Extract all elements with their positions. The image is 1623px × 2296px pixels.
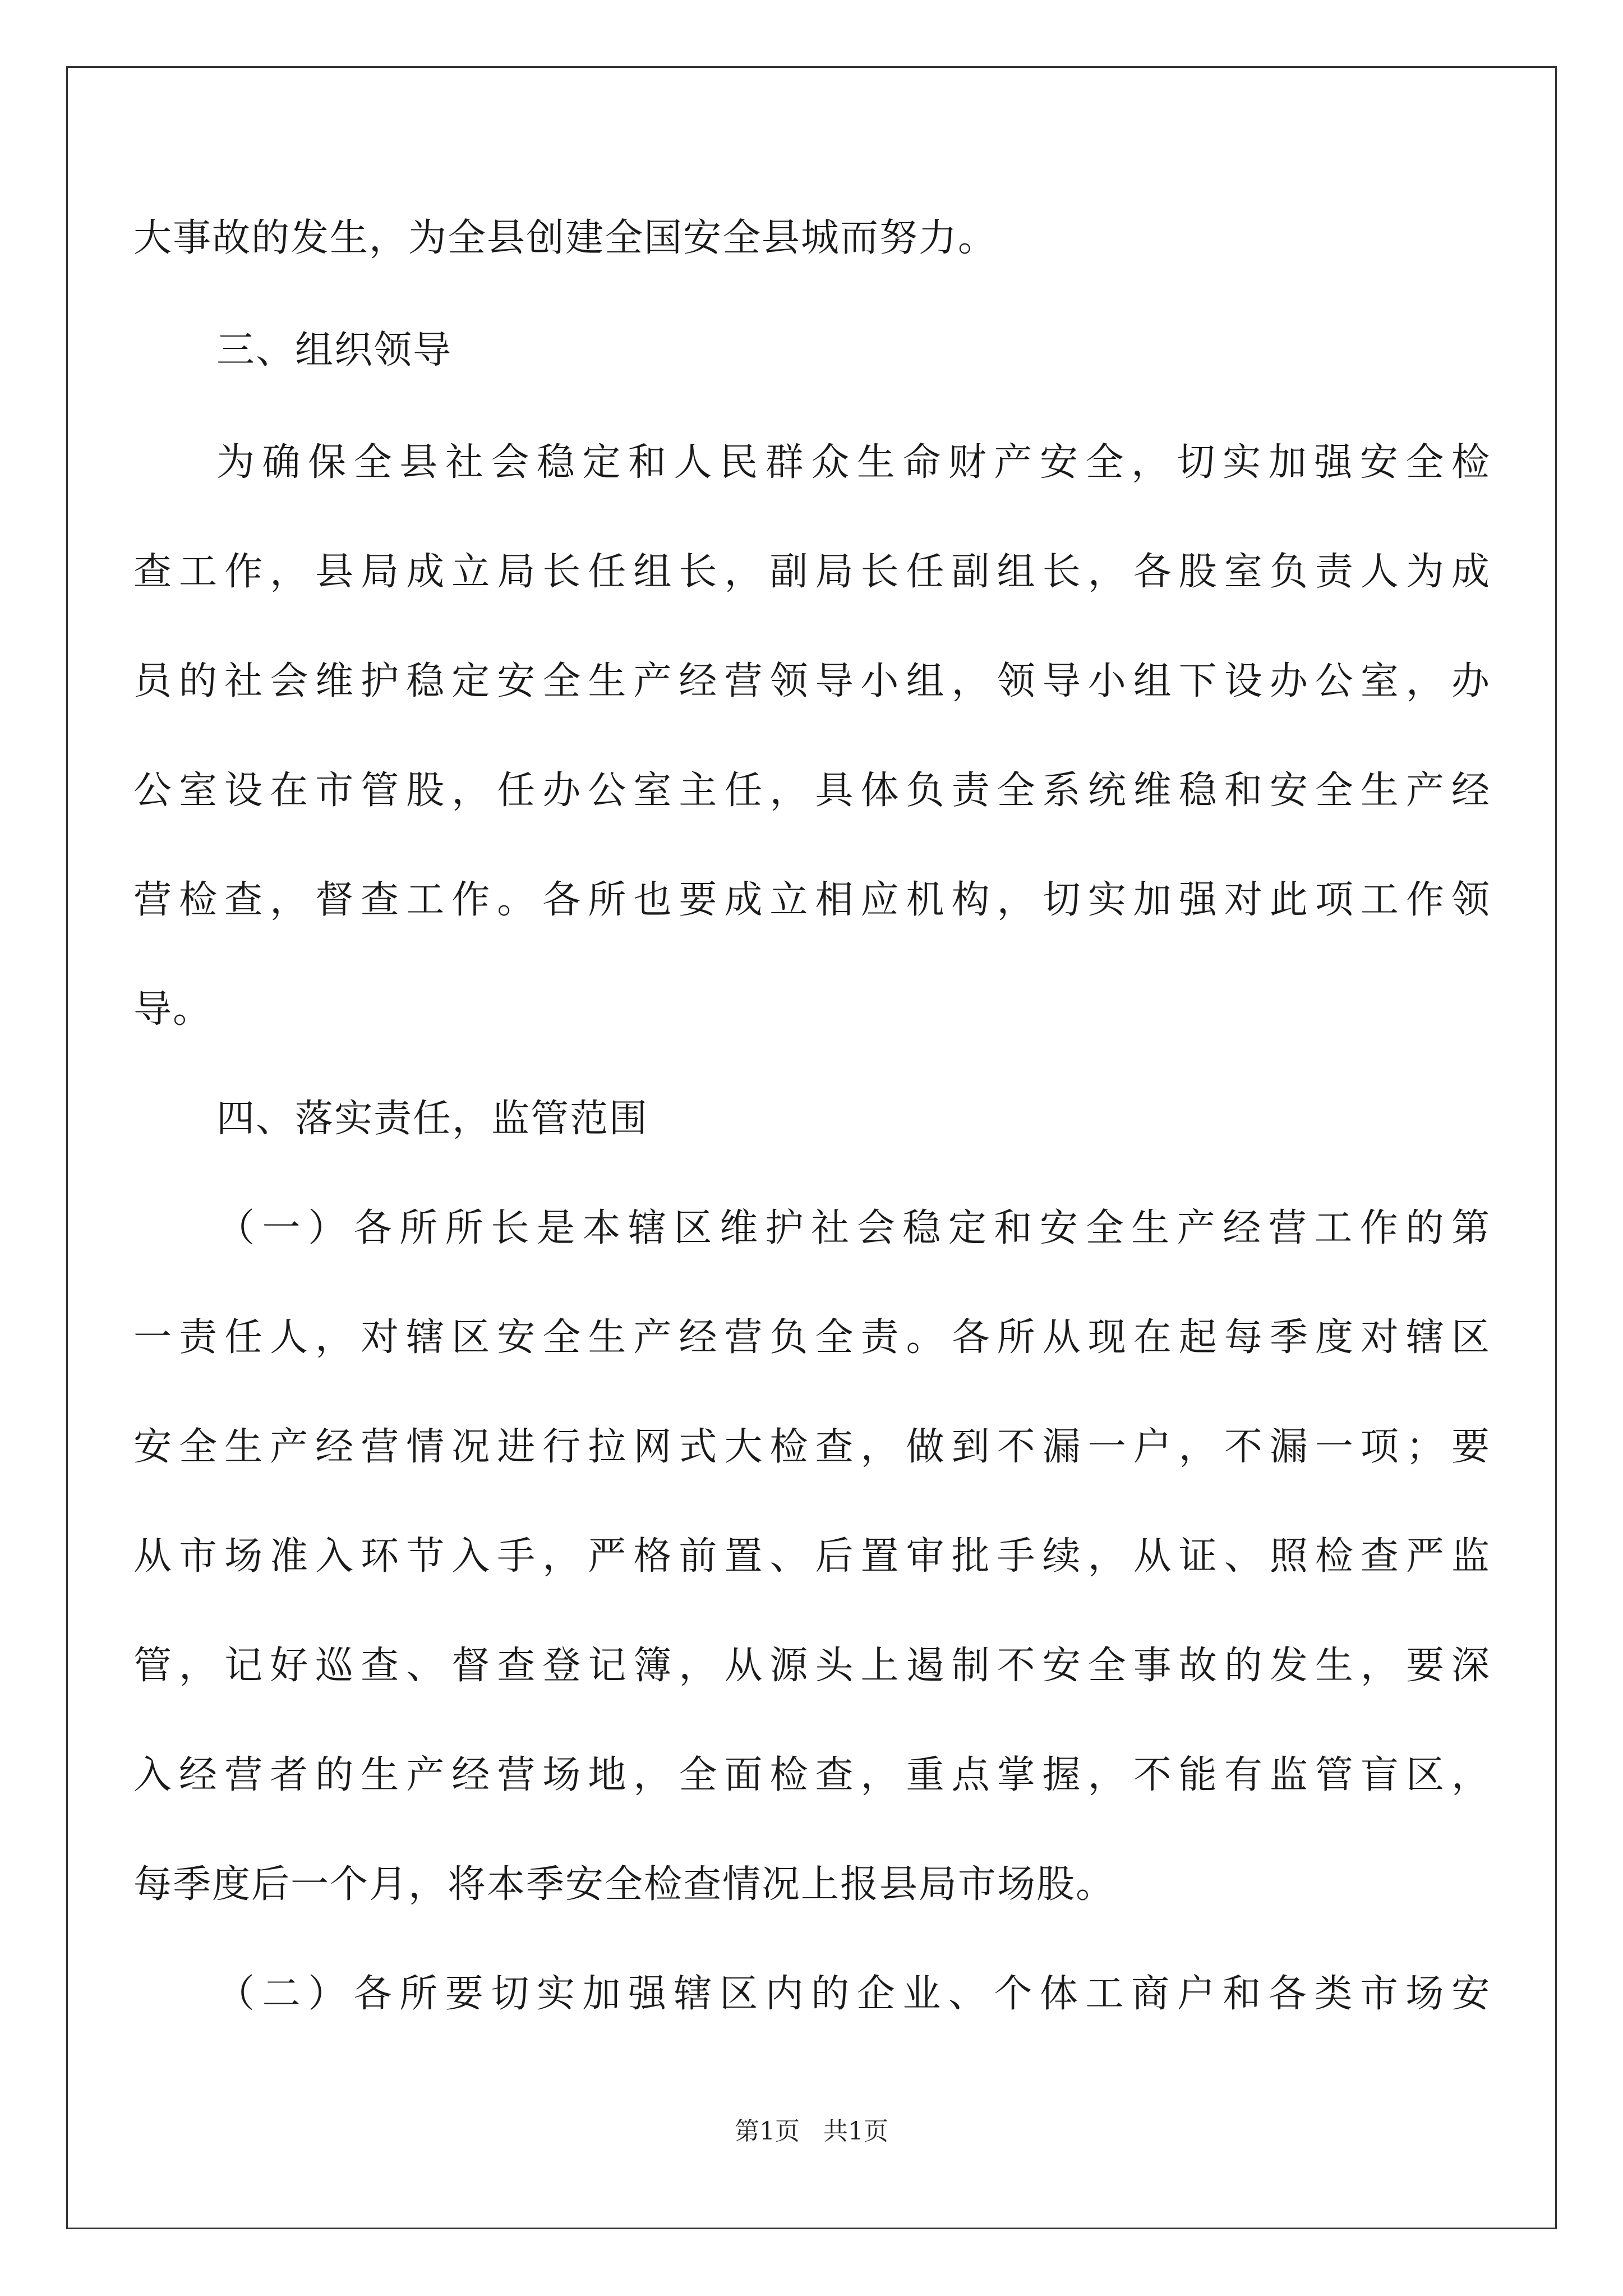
paragraph-line: 为确保全县社会稳定和人民群众生命财产安全，切实加强安全检 xyxy=(216,440,1491,485)
page-number: 第1页 xyxy=(735,2117,800,2146)
paragraph-line: 管，记好巡查、督查登记簿，从源头上遏制不安全事故的发生，要深 xyxy=(133,1644,1491,1688)
page-footer xyxy=(0,2115,1623,2148)
paragraph-line: 导。 xyxy=(133,987,213,1032)
paragraph-line: 营检查，督查工作。各所也要成立相应机构，切实加强对此项工作领 xyxy=(133,878,1491,922)
paragraph-line: 公室设在市管股，任办公室主任，具体负责全系统维稳和安全生产经 xyxy=(133,769,1491,813)
paragraph-line: 从市场准入环节入手，严格前置、后置审批手续，从证、照检查严监 xyxy=(133,1534,1491,1579)
paragraph-line: 查工作，县局成立局长任组长，副局长任副组长，各股室负责人为成 xyxy=(133,550,1491,594)
paragraph-line: （一）各所所长是本辖区维护社会稳定和安全生产经营工作的第 xyxy=(216,1206,1491,1250)
section-heading: 三、组织领导 xyxy=(216,328,453,372)
paragraph-line: 安全生产经营情况进行拉网式大检查，做到不漏一户，不漏一项；要 xyxy=(133,1425,1491,1469)
section-heading: 四、落实责任，监管范围 xyxy=(216,1097,649,1141)
paragraph-line: 每季度后一个月，将本季安全检查情况上报县局市场股。 xyxy=(133,1862,1115,1907)
page-total: 共1页 xyxy=(823,2117,888,2146)
paragraph-line: 一责任人，对辖区安全生产经营负全责。各所从现在起每季度对辖区 xyxy=(133,1315,1491,1360)
paragraph-line: 入经营者的生产经营场地，全面检查，重点掌握，不能有监管盲区， xyxy=(133,1753,1491,1797)
paragraph-line: 员的社会维护稳定安全生产经营领导小组，领导小组下设办公室，办 xyxy=(133,659,1491,703)
paragraph-line: （二）各所要切实加强辖区内的企业、个体工商户和各类市场安 xyxy=(216,1972,1491,2016)
paragraph-line: 大事故的发生，为全县创建全国安全县城而努力。 xyxy=(133,216,998,260)
